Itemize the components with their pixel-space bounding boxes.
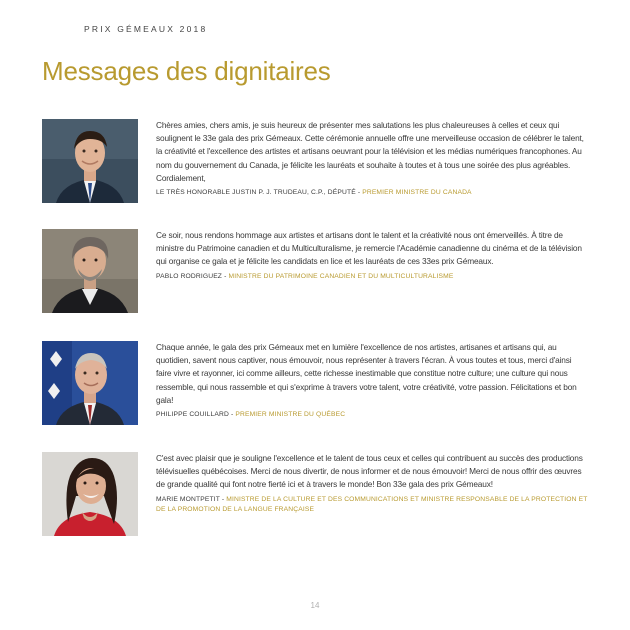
signature [156,188,588,198]
message-text: Chères amies, chers amis, je suis heureux de présenter mes salutations les plus chaleureuses à celles et ceux qui soulignent le 33e gala des prix Gémeaux. Cette cérémonie annuelle offre une merveilleuse occasion de célébrer le talent, la créativité et l'excellence des artistes et artisans oeuvrant pour la télévision et les médias numériques francophones. Au nom du gouvernement du Canada, je félicite les lauréats et souhaite à toutes et à tous une soirée des plus agréables. Cordialement, [156,120,584,183]
dignitary-message [42,229,590,319]
page-kicker: PRIX GÉMEAUX 2018 [84,24,208,34]
signatory-role: PREMIER MINISTRE DU QUÉBEC [235,411,346,419]
signatory-name: PABLO RODRIGUEZ [156,272,223,280]
message-content [156,452,588,515]
dignitary-message [42,452,590,542]
signatory-role: PREMIER MINISTRE DU CANADA [362,189,472,197]
message-content [156,119,588,198]
message-content [156,229,588,282]
message-content [156,341,588,420]
page-title: Messages des dignitaires [42,56,331,86]
portrait-photo [42,452,138,536]
signature [156,410,588,420]
message-text: Chaque année, le gala des prix Gémeaux met en lumière l'excellence de nos artistes, artisanes et artisans qui, au quotidien, savent nous captiver, nous émouvoir, nous représenter à travers l'écran. À vous toutes et tous, merci d'ainsi faire vivre et rayonner, ici comme ailleurs, cette richesse inestimable que constitue notre culture; une culture qui nous ressemble, qui nous rassemble et qui s'exprime à travers votre talent, votre créativité, votre passion. Félicitations et bon gala! [156,342,577,405]
signatory-name: PHILIPPE COUILLARD [156,411,229,419]
message-text: Ce soir, nous rendons hommage aux artistes et artisans dont le talent et la créativité nous ont émerveillés. À titre de ministre du Patrimoine canadien et du Multiculturalisme, je remercie l'Académie canadienne du cinéma et de la télévision qui organise ce gala et je félicite les candidats en lice et les lauréats de ces 33es prix Gémeaux. [156,230,582,267]
signature [156,495,588,515]
signature-separator: - [224,272,227,280]
portrait-photo [42,229,138,313]
page-number: 14 [310,601,320,610]
signatory-name: LE TRÈS HONORABLE JUSTIN P. J. TRUDEAU, C.P., DÉPUTÉ [156,189,356,197]
signature [156,272,588,282]
signatory-role: MINISTRE DE LA CULTURE ET DES COMMUNICATIONS ET MINISTRE RESPONSABLE DE LA PROTECTION ET DE LA PROMOTION DE LA LANGUE FRANÇAISE [156,495,588,513]
portrait-photo [42,119,138,203]
signature-separator: - [230,411,234,419]
dignitary-message [42,341,590,431]
message-text: C'est avec plaisir que je souligne l'excellence et le talent de tous ceux et celles qui contribuent au succès des productions télévisuelles québécoises. Merci de nous divertir, de nous informer et de nous émouvoir! Merci de nous offrir des œuvres de grande qualité qui font notre fierté ici et à travers le monde! Bon 33e gala des prix Gémeaux! [156,453,583,490]
signatory-name: MARIE MONTPETIT [156,495,220,503]
signature-separator: - [221,495,225,503]
signatory-role: MINISTRE DU PATRIMOINE CANADIEN ET DU MULTICULTURALISME [228,272,454,280]
signature-separator: - [357,189,361,197]
dignitary-message [42,119,590,209]
portrait-photo [42,341,138,425]
